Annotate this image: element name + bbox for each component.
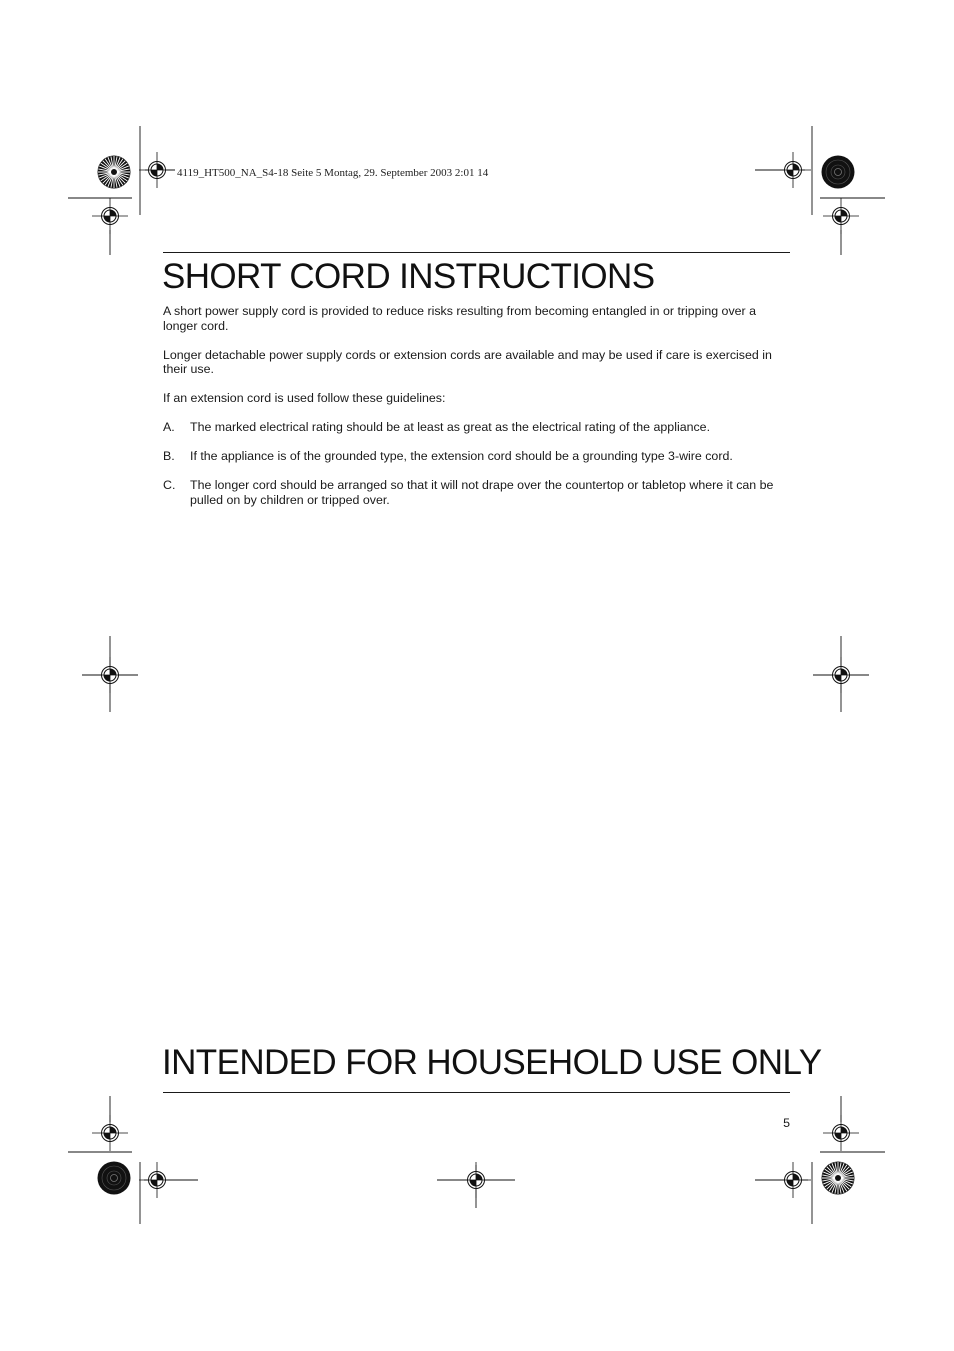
intro-paragraph: A short power supply cord is provided to reduce risks resulting from becoming entangled in or tripping over a longer cord. bbox=[163, 304, 756, 333]
guideline-text: If the appliance is of the grounded type, the extension cord should be a grounding type 3-wire cord. bbox=[190, 449, 733, 463]
guideline-text: The marked electrical rating should be at least as great as the electrical rating of the appliance. bbox=[190, 420, 711, 434]
bottom-rule bbox=[163, 1092, 790, 1093]
guideline-text: The longer cord should be arranged so that it will not drape over the countertop or tabletop where it can be pulled on by children or tripped over. bbox=[190, 478, 774, 507]
guideline-label: A. bbox=[163, 420, 175, 434]
page-number: 5 bbox=[783, 1116, 790, 1130]
short-cord-body bbox=[163, 304, 790, 522]
print-slug-line: 4119_HT500_NA_S4-18 Seite 5 Montag, 29. September 2003 2:01 14 bbox=[177, 167, 489, 179]
short-cord-heading: SHORT CORD INSTRUCTIONS bbox=[162, 257, 655, 296]
guidelines-lead-paragraph: If an extension cord is used follow these guidelines: bbox=[163, 391, 446, 405]
guideline-label: C. bbox=[163, 478, 176, 492]
guideline-label: B. bbox=[163, 449, 175, 463]
guideline-item bbox=[163, 449, 790, 464]
guideline-item bbox=[163, 478, 790, 507]
guideline-item bbox=[163, 420, 790, 435]
extension-availability-paragraph: Longer detachable power supply cords or extension cords are available and may be used if care is exercised in their use. bbox=[163, 347, 772, 376]
household-use-heading: INTENDED FOR HOUSEHOLD USE ONLY bbox=[162, 1043, 822, 1082]
top-rule bbox=[163, 252, 790, 253]
